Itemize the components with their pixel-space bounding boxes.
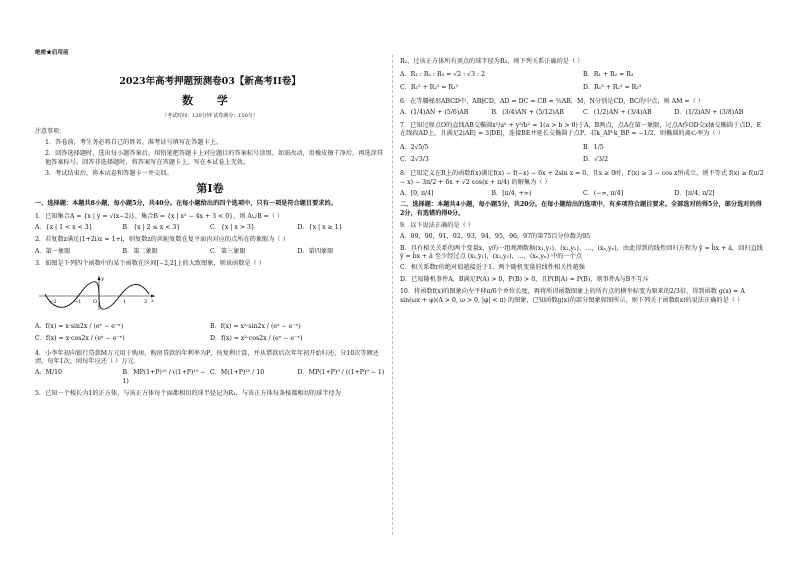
options-8 (400, 190, 766, 198)
option: C．2√3/3 (400, 155, 429, 163)
options-6 (400, 109, 766, 117)
exam-title: 2023年高考押题预测卷03【新高考II卷】 (119, 75, 301, 87)
option: A．2√5/5 (400, 143, 429, 151)
section-heading-2: 二、选择题：本题共4小题，每小题5分，共20分。在每小题给出的选项中，有多项符合题目要求。全部选对的得5分，部分选对的得2分，有选错的得0分。 (400, 201, 762, 217)
option: B．1/5 (583, 143, 604, 151)
option: A．M/10 (35, 369, 62, 377)
question-1: 1．已知集合A = {x | y = √(x−2)}，集合B = {x | x² − 4x + 3 < 0}，则 A∪B =（ ） (35, 212, 284, 220)
option: D．第四象限 (297, 247, 334, 255)
option: C．(−∞, π/4] (583, 189, 624, 197)
option: D．√3/2 (583, 155, 609, 163)
option: B．R₁ + R₂ = R₃ (583, 71, 634, 79)
question-2: 2．若复数z满足(1+2i)z = 1+i，则复数z的共轭复数在复平面内对应的点所在的象限为（ ） (35, 236, 289, 244)
option: A．89，90，91，92，93，94，95，96，97的第75百分位数为95 (400, 233, 591, 241)
options-1 (35, 224, 385, 232)
function-curve (45, 282, 149, 309)
subject-title: 数 学 (182, 94, 238, 108)
x-axis-label: x (151, 298, 154, 305)
function-graph (37, 274, 157, 312)
option: D．[π/4, π/2] (674, 189, 715, 197)
option: B．第二象限 (122, 247, 158, 255)
tick-label: 2 (144, 299, 148, 306)
option: A．f(x) = x·sin2x / (eˣ − e⁻ˣ) (35, 322, 124, 330)
option: B．具有相关关系的两个变量x，y的一组观测数据(x₁,y₁)，(x₂,y₂)，…，(xₙ,yₙ)，由此得到的线性回归方程为 ŷ = b̂x + â，回归直线 ŷ = b̂x + â 至少经过点 (x₁,y₁)，(x₂,y₂)，…，(xₙ,yₙ) 中的一个点 (400, 244, 763, 261)
notice-item: 2．回答选择题时，选出每小题答案后，用铅笔把答题卡上对应题目的答案标号涂黑。如需改动，用橡皮擦干净后，再选涂其他答案标号。回答非选择题时，将答案写在答题卡上。写在本试卷上无效。 (45, 150, 384, 166)
volume-title: 第Ⅰ卷 (196, 182, 224, 196)
option: B．f(x) = x²·sin2x / (eˣ − e⁻ˣ) (210, 322, 301, 330)
option: C．相关系数r的绝对值越接近于1，两个随机变量的线性相关性越强 (400, 264, 585, 272)
options-7 (400, 142, 766, 167)
option: B．(3/4)AN + (5/12)AB (491, 109, 564, 117)
option: A．R₁ : R₂ : R₃ = √2 : √3 : 2 (400, 71, 485, 79)
option: A．[0, π/4] (400, 189, 434, 197)
section-heading: 一、选择题：本题共8小题，每小题5分，共40分。在每小题给出的四个选项中，只有一项是符合题目要求的。 (35, 200, 337, 208)
question-9: 9．以下说法正确的是（ ） (400, 222, 474, 230)
notice-heading: 注意事项： (35, 127, 66, 135)
option: C．M(1+P)¹⁰ / 10 (210, 369, 265, 377)
options-3 (35, 321, 385, 346)
option: D．(1/2)AN + (3/8)AB (674, 109, 744, 117)
question-5-continued: R₂，过该正方体所有顶点的球半径为R₃，则下列关系正确的是（ ） (400, 58, 584, 65)
y-axis-label: y (101, 276, 104, 283)
options-2 (35, 248, 385, 256)
tick-label: 1 (123, 299, 127, 306)
question-4: 4．小李年初向银行贷款M万元用于购房，购房贷款的年利率为P，按复利计算，并从借款后次年年初开始归还，分10次等额还清，每年1次，问每年应还（ ）万元． (35, 349, 380, 365)
notice-item: 1．答卷前，考生务必将自己的姓名、准考证号填写在答题卡上。 (45, 139, 223, 147)
question-10: 10．将函数f(x)的图象向左平移π/6个单位长度，再将所得函数图象上的所有点的横坐标变为原来的2/3倍，得到函数 g(x) = A sin(ωx + φ)(A > 0, ω > 0, |φ| < π) 的图象，已知函数g(x)的部分图象如图所示，则下列关于函数f(x)的说法正确的是（ ） (400, 288, 745, 304)
options-4 (35, 369, 385, 386)
right-column (400, 54, 766, 307)
option: B．{x | 2 ≤ x < 3} (122, 224, 181, 232)
option: D．已知随机事件A，B满足P(A) > 0，P(B) > 0，且P(B|A) = P(B)，则事件A与B不互斥 (400, 275, 649, 283)
option: C．(1/2)AN + (3/4)AB (583, 109, 652, 117)
question-5: 5．已知一个棱长为1的正方体，与该正方体每个面都相切的球半径记为R₁，与该正方体每条棱都相切的球半径为 (35, 390, 341, 397)
option: B．[π/4, +∞) (491, 189, 532, 197)
exam-info: （考试时间：120分钟 试卷满分：150分） (162, 113, 258, 120)
notice-item: 3．考试结束后，将本试卷和答题卡一并交回。 (45, 170, 173, 178)
tick-label: −1 (74, 299, 82, 306)
option: D．MP(1+P)⁹ / ((1+P)⁹ − 1) (297, 369, 385, 377)
question-8: 8．已知定义在R上的函数f(x)满足f(x) − f(−x) − 6x + 2sin x = 0，且x ≥ 0时，f′(x) ≥ 3 − cos x恒成立，则不等式 f(x) ≥ f(π/2 − x) − 3π/2 + 6x + √2 cos(x + π/4) 的解集为（ ） (400, 170, 764, 186)
option: A．{x | 1 < x < 3} (35, 224, 93, 232)
left-column (35, 50, 385, 400)
question-3: 3．如图是下列四个函数中的某个函数在区间[−2,2]上的大致图象，则该函数是（ ） (35, 260, 265, 268)
option: C．{x | x > 3} (210, 224, 255, 232)
origin-label: O (93, 299, 98, 306)
option: B．MP(1+P)¹⁰ / ((1+P)¹⁰ − 1) (122, 369, 206, 385)
option: A．(1/4)AN + (5/6)AB (400, 109, 469, 117)
option: C．f(x) = x·cos2x / (eˣ − e⁻ˣ) (35, 335, 125, 343)
options-5 (400, 69, 766, 94)
option: D．R₁³ + R₂³ = R₃³ (583, 83, 642, 91)
question-7: 7．已知过原点O的直线AB交椭圆x²/a² + y²/b² = 1(a > b > 0)于A，B两点，点A在第一象限，过点A作OD交x轴交椭圆于点D，E在线段AD上，且满足2|AE| = 3|DE|，连接BE并延长交椭圆于点P，若k_AP·k_BP = −1/2，则椭圆的离心率为（ ） (400, 121, 762, 138)
option: A．第一象限 (35, 247, 71, 255)
column-divider (392, 55, 393, 535)
question-6: 6．在等腰梯形ABCD中，AB∥CD，AD = DC = CB = ½AB，M，N分别是CD，BC的中点，则 AM =（ ） (400, 98, 704, 106)
tick-label: −2 (49, 299, 57, 306)
option: C．R₁² + R₂² = R₃² (400, 83, 459, 91)
option: D．f(x) = x²·cos2x / (eˣ − e⁻ˣ) (210, 335, 303, 343)
secret-label: 绝密★启用前 (35, 50, 69, 56)
option: C．第三象限 (210, 247, 246, 255)
option: D．{x | x ≥ 1} (297, 224, 343, 232)
